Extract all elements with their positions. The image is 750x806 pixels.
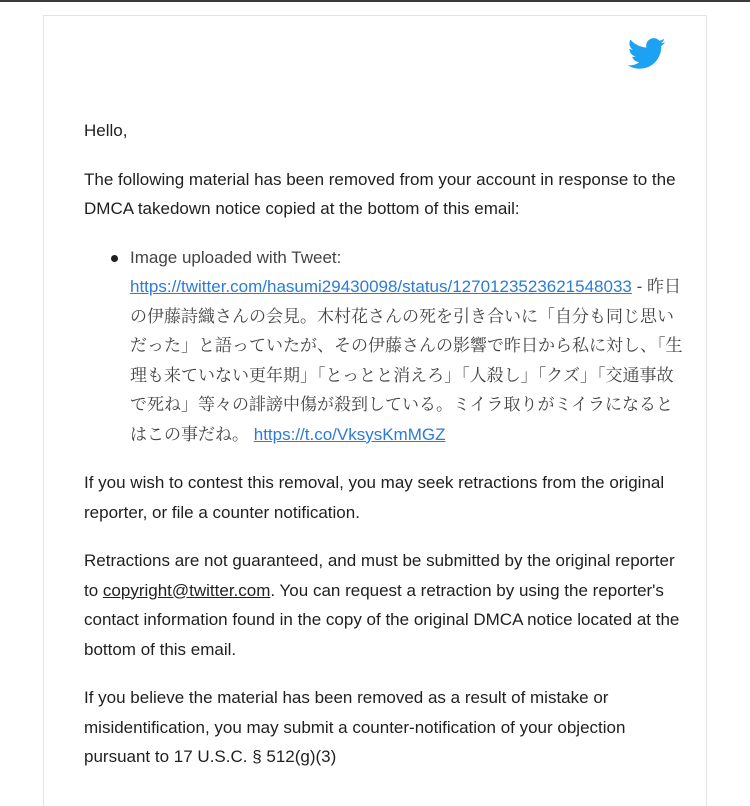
removed-item bbox=[130, 243, 684, 450]
counter-notification-paragraph: If you believe the material has been removed as a result of mistake or misidentification, you may submit a counter-notification of your objection pursuant to 17 U.S.C. § 512(g)(3) bbox=[84, 688, 626, 766]
greeting: Hello, bbox=[84, 121, 128, 140]
intro-paragraph: The following material has been removed from your account in response to the DMCA takedown notice copied at the bottom of this email: bbox=[84, 169, 676, 218]
tweet-text: 昨日の伊藤詩織さんの会見。木村花さんの死を引き合いに「自分も同じ思いだった」と語っていたが、その伊藤さんの影響で昨日から私に対し、「生理も来ていない更年期」「とっとと消えろ」「人殺し」「クズ」「交通事故で死ね」等々の誹謗中傷が殺到している。ミイラ取りがミイラになるとはこの事だね。 bbox=[130, 277, 683, 444]
top-divider bbox=[0, 0, 750, 2]
email-card bbox=[43, 15, 707, 806]
copyright-email-link[interactable]: copyright@twitter.com bbox=[102, 580, 271, 600]
retraction-paragraph bbox=[84, 546, 684, 664]
email-body bbox=[84, 116, 684, 791]
twitter-bird-icon bbox=[628, 38, 666, 70]
contest-paragraph: If you wish to contest this removal, you may seek retractions from the original reporter, or file a counter notification. bbox=[84, 473, 665, 522]
removed-material-list bbox=[130, 243, 684, 450]
item-separator: - bbox=[631, 277, 647, 296]
retraction-text-after: . You can request a retraction by using the reporter's contact information found in the copy of the original DMCA notice located at the bottom of this email. bbox=[84, 580, 680, 659]
item-prefix: Image uploaded with Tweet: bbox=[130, 247, 342, 267]
tweet-link[interactable]: https://twitter.com/hasumi29430098/status/1270123523621548033 bbox=[130, 277, 632, 296]
retraction-text-before: Retractions are not guaranteed, and must be submitted by the original reporter to bbox=[84, 551, 675, 600]
short-link[interactable]: https://t.co/VksysKmMGZ bbox=[253, 424, 446, 444]
